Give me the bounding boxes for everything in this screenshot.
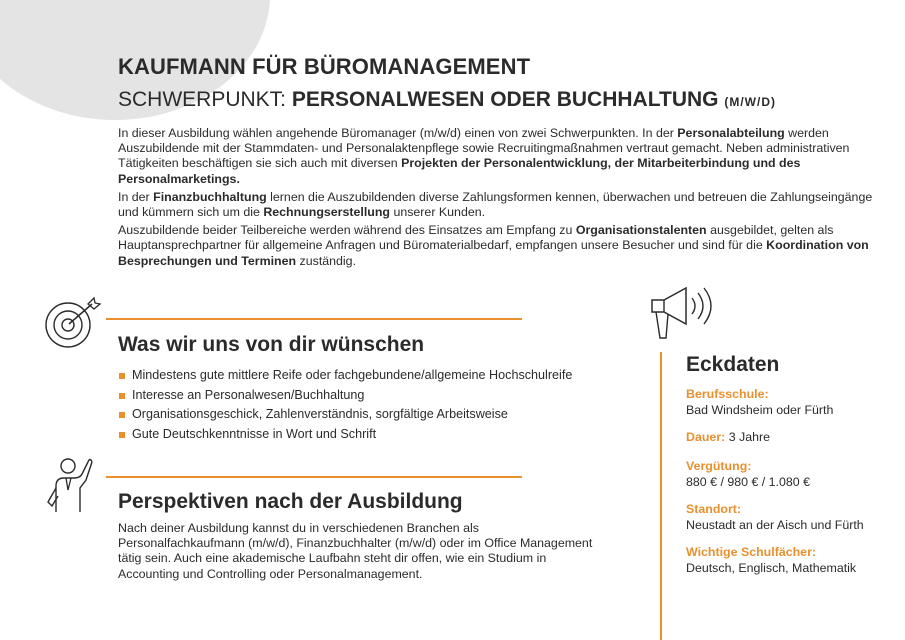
list-item-text: Interesse an Personalwesen/Buchhaltung [132, 387, 365, 402]
perspectives-text: Nach deiner Ausbildung kannst du in verschiedenen Branchen als Personalfachkaufmann (m/w/d), Finanzbuchhalter (m/w/d) oder im Office Management tätig sein. Auch eine akademische Laufbahn steht dir offen, wie ein Studium in Accounting und Controlling oder Personalmanagement. [118, 521, 593, 581]
wishes-divider [106, 318, 522, 320]
intro-bold-run: Koordination von Besprechungen und Terminen [118, 238, 869, 268]
intro-text-run: werden Auszubildende mit der Stammdaten- und Personalaktenpflege sowie Recruitingmaßnahmen vertraut gemacht. Neben administrativen Tätigkeiten beschäftigen sie sich auch mit diversen [118, 126, 850, 171]
fact-value: Bad Windsheim oder Fürth [686, 403, 834, 417]
bullet-marker [119, 432, 125, 438]
fact-subjects [686, 544, 901, 576]
fact-label: Wichtige Schulfächer: [686, 545, 817, 559]
intro-paragraph-3 [118, 223, 878, 269]
subtitle-prefix: SCHWERPUNKT: [118, 88, 292, 111]
list-item [118, 405, 572, 425]
intro-text-run: Auszubildende beider Teilbereiche werden während des Einsatzes am Empfang zu [118, 223, 576, 238]
intro-bold-run: Finanzbuchhaltung [153, 189, 267, 204]
list-item-text: Organisationsgeschick, Zahlenverständnis, sorgfältige Arbeitsweise [132, 407, 508, 421]
list-item [118, 386, 572, 406]
fact-value: Neustadt an der Aisch und Fürth [686, 518, 864, 532]
intro-bold-run: Organisationstalenten [575, 223, 707, 238]
perspectives-divider [106, 476, 522, 478]
intro-text-run: ausgebildet, gelten als Hauptansprechpartner für allgemeine Anfragen und Büromaterialbedarf, empfangen unsere Besucher und sind für die [118, 223, 834, 253]
list-item [118, 366, 572, 386]
fact-label: Dauer: [686, 430, 726, 444]
intro-bold-run: Rechnungserstellung [263, 205, 390, 220]
facts-list [686, 386, 901, 587]
fact-value: 880 € / 980 € / 1.080 € [686, 475, 811, 489]
fact-value: Deutsch, Englisch, Mathematik [686, 561, 857, 575]
fact-duration [686, 429, 901, 445]
list-item [118, 425, 572, 445]
fact-location [686, 501, 901, 533]
fact-label: Standort: [686, 502, 742, 516]
person-icon [42, 456, 98, 514]
intro-paragraph-1 [118, 126, 878, 187]
fact-school [686, 386, 901, 418]
wishes-title: Was wir uns von dir wünschen [118, 333, 425, 356]
fact-value: 3 Jahre [725, 430, 771, 444]
intro-text-run: lernen die Auszubildenden diverse Zahlungsformen kennen, überwachen und betreuen die Zahlungseingänge und kümmern sich um die [118, 189, 873, 220]
subtitle-gender: (M/W/D) [724, 95, 776, 109]
bullet-marker [119, 412, 125, 418]
fact-label: Vergütung: [686, 459, 752, 473]
perspectives-title: Perspektiven nach der Ausbildung [118, 490, 463, 513]
subtitle-focus: PERSONALWESEN ODER BUCHHALTUNG [291, 88, 719, 111]
intro-text-run: In der [118, 189, 154, 204]
megaphone-icon [646, 280, 722, 346]
facts-divider [660, 352, 662, 640]
list-item-text: Gute Deutschkenntnisse in Wort und Schrift [132, 426, 377, 441]
list-item-text: Mindestens gute mittlere Reife oder fachgebundene/allgemeine Hochschulreife [132, 368, 573, 382]
intro-text-run: zuständig. [296, 253, 357, 268]
intro-bold-run: Personalabteilung [677, 126, 785, 140]
intro-text-run: unserer Kunden. [390, 205, 486, 220]
bullet-marker [119, 393, 125, 399]
intro-paragraph-2 [118, 190, 878, 220]
page-title: KAUFMANN FÜR BÜROMANAGEMENT [118, 54, 531, 79]
target-icon [42, 296, 102, 352]
bullet-marker [119, 373, 125, 379]
intro-bold-run: Projekten der Personalentwicklung, der Mitarbeiterbindung und des Personalmarketings. [118, 156, 801, 186]
page-subtitle [118, 88, 776, 112]
intro-text-run: In dieser Ausbildung wählen angehende Büromanager (m/w/d) einen von zwei Schwerpunkten. In der [118, 126, 678, 140]
intro-text [118, 126, 878, 272]
fact-pay [686, 458, 901, 490]
fact-label: Berufsschule: [686, 387, 769, 401]
wishes-list [118, 366, 572, 444]
facts-title: Eckdaten [686, 353, 780, 376]
